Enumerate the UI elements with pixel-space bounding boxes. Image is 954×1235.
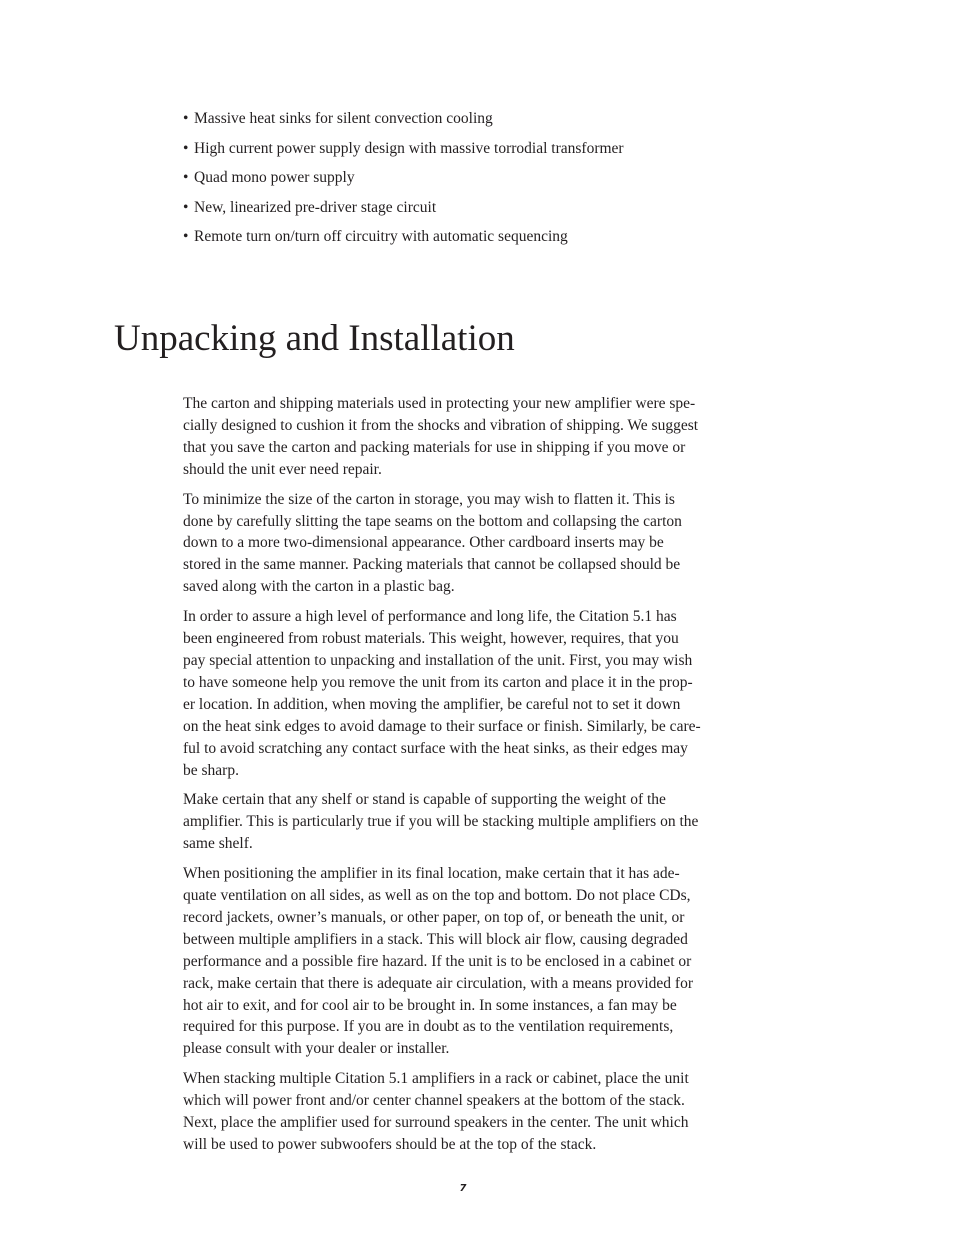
feature-text: Massive heat sinks for silent convection cooling [194,110,493,127]
text-line: record jackets, owner’s manuals, or other paper, on top of, or beneath the unit, or [183,908,685,926]
text-line: The carton and shipping materials used in protecting your new amplifier were spe- [183,395,696,412]
text-line: rack, make certain that there is adequate air circulation, with a means provided for [183,974,693,992]
bullet-glyph: • [183,139,189,157]
text-line: will be used to power subwoofers should be at the top of the stack. [183,1136,597,1153]
paragraph [183,393,743,481]
feature-item [183,138,783,160]
text-line: that you save the carton and packing materials for use in shipping if you move or [183,438,686,456]
text-line: stored in the same manner. Packing materials that cannot be collapsed should be [183,556,681,574]
feature-item [183,197,783,219]
text-line: quate ventilation on all sides, as well as on the top and bottom. Do not place CDs, [183,887,691,905]
feature-text: Remote turn on/turn off circuitry with automatic sequencing [194,228,568,246]
text-line: between multiple amplifiers in a stack. This will block air flow, causing degraded [183,930,688,948]
bullet-glyph: • [183,198,189,216]
text-line: be sharp. [183,761,239,779]
text-line: er location. In addition, when moving the amplifier, be careful not to set it down [183,695,681,713]
bullet-glyph: • [183,169,189,187]
text-line: saved along with the carton in a plastic bag. [183,578,455,596]
text-line: ful to avoid scratching any contact surface with the heat sinks, as their edges may [183,739,688,757]
body-text [183,393,743,1164]
feature-text: New, linearized pre-driver stage circuit [194,198,437,216]
text-line: same shelf. [183,835,253,853]
text-line: Make certain that any shelf or stand is capable of supporting the weight of the [183,791,666,809]
text-line: which will power front and/or center channel speakers at the bottom of the stack. [183,1092,685,1110]
text-line: In order to assure a high level of performance and long life, the Citation 5.1 has [183,608,677,626]
section-title: Unpacking and Installation [114,318,515,359]
paragraph [183,1068,743,1156]
text-line: pay special attention to unpacking and installation of the unit. First, you may wish [183,651,693,669]
paragraph [183,863,743,1060]
text-line: to have someone help you remove the unit from its carton and place it in the prop- [183,673,693,691]
text-line: cially designed to cushion it from the shocks and vibration of shipping. We suggest [183,416,699,434]
paragraph [183,606,743,781]
text-line: When positioning the amplifier in its final location, make certain that it has ade- [183,865,680,883]
text-line: required for this purpose. If you are in doubt as to the ventilation requirements, [183,1018,674,1036]
feature-text: High current power supply design with massive torrodial transformer [194,139,624,157]
feature-item [183,108,783,130]
text-line: down to a more two-dimensional appearance. Other cardboard inserts may be [183,534,664,552]
text-line: hot air to exit, and for cool air to be brought in. In some instances, a fan may be [183,996,677,1014]
text-line: please consult with your dealer or installer. [183,1040,450,1058]
feature-item [183,226,783,248]
text-line: amplifier. This is particularly true if you will be stacking multiple amplifiers on the [183,813,699,831]
paragraph [183,789,743,855]
feature-list [183,108,783,256]
bullet-glyph: • [183,110,189,127]
page-number: 7 [459,1183,467,1194]
text-line: been engineered from robust materials. This weight, however, requires, that you [183,630,679,648]
text-line: Next, place the amplifier used for surround speakers in the center. The unit which [183,1114,689,1132]
text-line: When stacking multiple Citation 5.1 amplifiers in a rack or cabinet, place the unit [183,1070,689,1088]
text-line: should the unit ever need repair. [183,460,382,478]
text-line: on the heat sink edges to avoid damage to their surface or finish. Similarly, be care- [183,717,701,735]
text-line: performance and a possible fire hazard. If the unit is to be enclosed in a cabinet or [183,952,692,970]
text-line: To minimize the size of the carton in storage, you may wish to flatten it. This is [183,490,675,508]
paragraph [183,489,743,599]
feature-text: Quad mono power supply [194,169,355,187]
bullet-glyph: • [183,228,189,246]
text-line: done by carefully slitting the tape seams on the bottom and collapsing the carton [183,512,682,530]
feature-item [183,167,783,189]
